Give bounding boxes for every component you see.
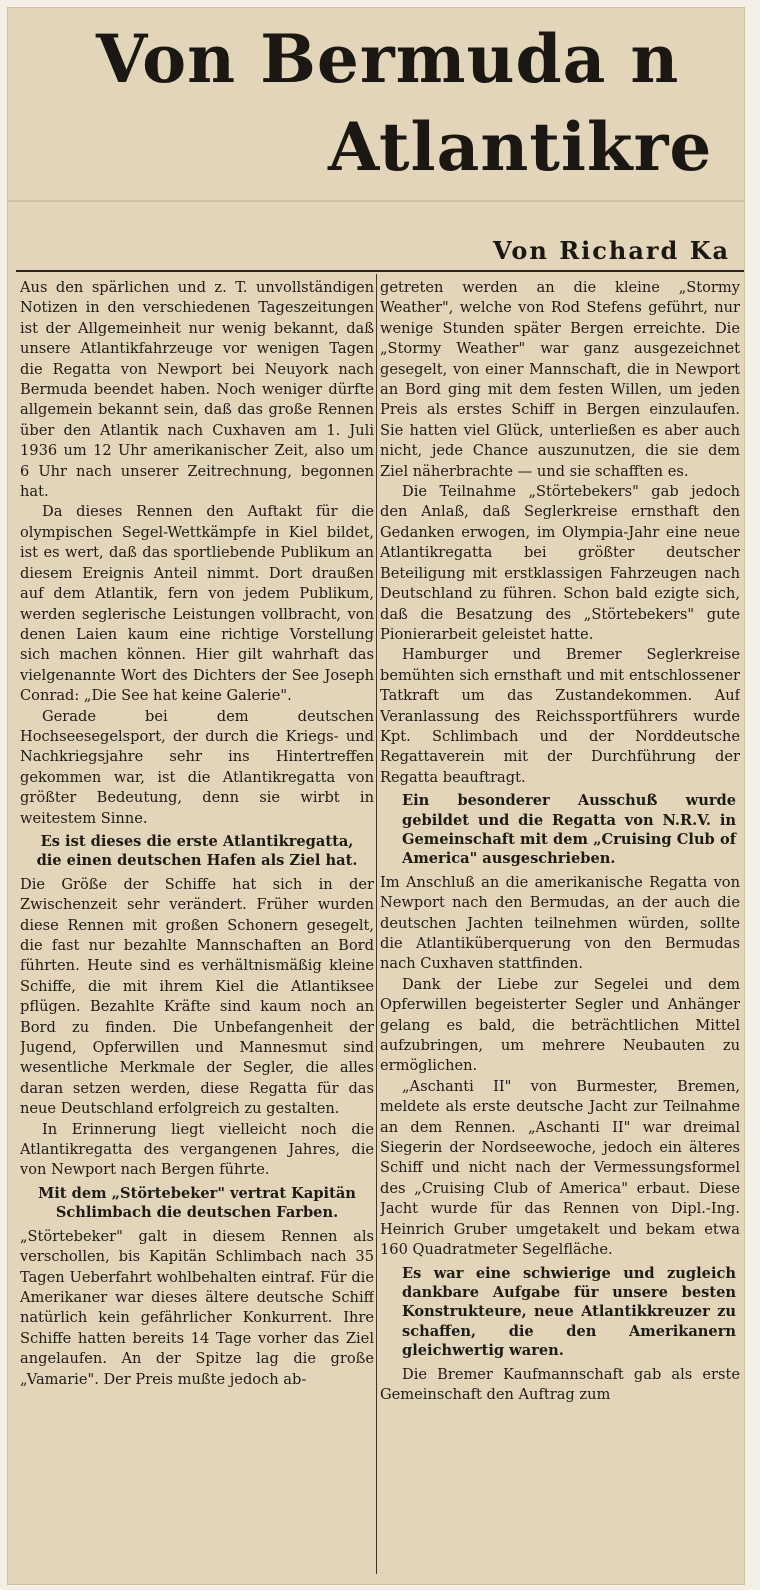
- subheading: Mit dem „Störtebeker" vertrat Kapitän Schlimbach die deutschen Farben.: [38, 1184, 356, 1222]
- paragraph: Aus den spärlichen und z. T. unvollständigen Notizen in den verschiedenen Tageszeitungen ist der Allgemeinheit nur wenig bekannt, daß unsere Atlantikfahrzeuge vor wenigen Tagen die Regatta von Newport bei Neuyork nach Bermuda beendet haben. Noch weniger dürfte allgemein bekannt sein, daß das große Rennen über den Atlantik nach Cuxhaven am 1. Juli 1936 um 12 Uhr amerikanischer Zeit, also um 6 Uhr nach unserer Zeitrechnung, begonnen hat.: [20, 279, 374, 501]
- byline: Von Richard Ka: [493, 236, 731, 265]
- subheading: Es ist dieses die erste Atlantikregatta, die einen deutschen Hafen als Ziel hat.: [36, 832, 358, 870]
- headline-line-1: Von Bermuda n: [96, 20, 680, 98]
- column-divider: [376, 274, 377, 1574]
- paragraph: Die Bremer Kaufmannschaft gab als erste Gemeinschaft den Auftrag zum: [380, 1365, 740, 1403]
- subheading: Es war eine schwierige und zugleich dankbare Aufgabe für unsere besten Konstrukteure, neue Atlantikkreuzer zu schaffen, die den Amerikanern gleichwertig waren.: [402, 1264, 736, 1360]
- newspaper-clipping: [8, 8, 744, 1584]
- headline-line-2: Atlantikre: [328, 108, 713, 186]
- paragraph: Im Anschluß an die amerikanische Regatta von Newport nach den Bermudas, an der auch die deutschen Jachten teilnehmen würden, sollte die Atlantiküberquerung von den Bermudas nach Cuxhaven stattfinden.: [380, 873, 740, 973]
- headline: [96, 20, 713, 186]
- left-column: [20, 278, 374, 1574]
- paragraph: Die Größe der Schiffe hat sich in der Zwischenzeit sehr verändert. Früher wurden diese Rennen mit großen Schonern gesegelt, die fast nur bezahlte Mannschaften an Bord führten. Heute sind es verhältnismäßig kleine Schiffe, die mit ihrem Kiel die Atlantiksee pflügen. Bezahlte Kräfte sind kaum noch an Bord zu finden. Die Unbefangenheit der Jugend, Opferwillen und Mannesmut sind wesentliche Merkmale der Segler, die alles daran setzen werden, diese Regatta für das neue Deutschland erfolgreich zu gestalten.: [20, 875, 374, 1118]
- subheading: Ein besonderer Ausschuß wurde gebildet und die Regatta von N.R.V. in Gemeinschaft mit dem „Cruising Club of America" ausgeschrieben.: [402, 792, 736, 868]
- paragraph: „Aschanti II" von Burmester, Bremen, meldete als erste deutsche Jacht zur Teilnahme an dem Rennen. „Aschanti II" war dreimal Siegerin der Nordseewoche, jedoch ein älteres Schiff und nicht nach der Vermessungsformel des „Cruising Club of America" erbaut. Diese Jacht wurde für das Rennen von Dipl.-Ing. Heinrich Gruber umgetakelt und bekam etwa 160 Quadratmeter Segelfläche.: [380, 1077, 740, 1259]
- paragraph: Dank der Liebe zur Segelei und dem Opferwillen begeisterter Segler und Anhänger gelang es bald, die beträchtlichen Mittel aufzubringen, um mehrere Neubauten zu ermöglichen.: [380, 975, 740, 1075]
- paper-fold: [8, 200, 744, 202]
- paragraph: Die Teilnahme „Störtebekers" gab jedoch den Anlaß, daß Seglerkreise ernsthaft den Gedanken erwogen, im Olympia-Jahr eine neue Atlantikregatta bei größter deutscher Beteiligung mit erstklassigen Fahrzeugen nach Deutschland zu führen. Schon bald ezigte sich, daß die Besatzung des „Störtebekers" gute Pionierarbeit geleistet hatte.: [380, 483, 740, 643]
- paragraph: Hamburger und Bremer Seglerkreise bemühten sich ernsthaft und mit entschlossener Tatkraft um das Zustandekommen. Auf Veranlassung des Reichssportführers wurde Kpt. Schlimbach und der Norddeutsche Regattaverein mit der Durchführung der Regatta beauftragt.: [380, 646, 740, 786]
- paragraph: getreten werden an die kleine „Stormy Weather", welche von Rod Stefens geführt, nur wenige Stunden später Bergen erreichte. Die „Stormy Weather" war ganz ausgezeichnet gesegelt, von einer Mannschaft, die in Newport an Bord ging mit dem festen Willen, um jeden Preis als erstes Schiff in Bergen einzulaufen. Sie hatten viel Glück, unterließen es aber auch nicht, jede Chance auszunutzen, die sie dem Ziel näherbrachte — und sie schafften es.: [380, 279, 740, 480]
- paragraph: In Erinnerung liegt vielleicht noch die Atlantikregatta des vergangenen Jahres, die von Newport nach Bergen führte.: [20, 1120, 374, 1179]
- paragraph: Da dieses Rennen den Auftakt für die olympischen Segel-Wettkämpfe in Kiel bildet, ist es wert, daß das sportliebende Publikum an diesem Ereignis Anteil nimmt. Dort draußen auf dem Atlantik, fern von jedem Publikum, werden seglerische Leistungen vollbracht, von denen Laien kaum eine richtige Vorstellung sich machen können. Hier gilt wahrhaft das vielgenannte Wort des Dichters der See Joseph Conrad: „Die See hat keine Galerie".: [20, 503, 374, 705]
- right-column: [380, 278, 740, 1574]
- header-rule: [16, 270, 744, 272]
- paragraph: „Störtebeker" galt in diesem Rennen als verschollen, bis Kapitän Schlimbach nach 35 Tagen Ueberfahrt wohlbehalten eintraf. Für die Amerikaner war dieses ältere deutsche Schiff natürlich kein gefährlicher Konkurrent. Ihre Schiffe hatten bereits 14 Tage vorher das Ziel angelaufen. An der Spitze lag die große „Vamarie". Der Preis mußte jedoch ab-: [20, 1227, 374, 1388]
- paragraph: Gerade bei dem deutschen Hochseesegelsport, der durch die Kriegs- und Nachkriegsjahre sehr ins Hintertreffen gekommen war, ist die Atlantikregatta von größter Bedeutung, denn sie wirbt in weitestem Sinne.: [20, 707, 374, 827]
